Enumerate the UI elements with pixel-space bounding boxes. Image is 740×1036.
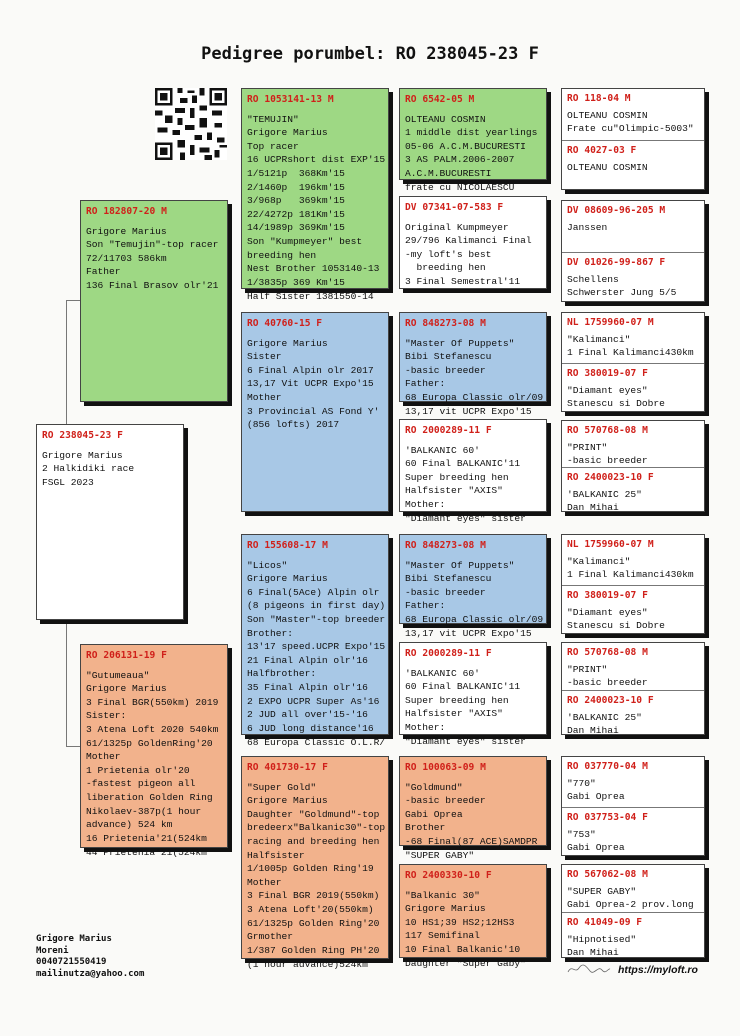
pigeon-sire: [562, 89, 704, 140]
pedigree-line: Schellens: [567, 273, 619, 285]
pigeon-card-mmf: [399, 756, 547, 861]
pigeon-card-mff: [399, 534, 547, 639]
pedigree-line: OLTEANU COSMIN: [405, 113, 486, 125]
ring-number: RO 118-04 M: [567, 93, 631, 104]
pedigree-line: Halfsister "AXIS": [405, 708, 503, 720]
pedigree-line: 05-06 A.C.M.BUCURESTI: [405, 140, 526, 152]
pigeon-card-mf: [241, 534, 389, 748]
pedigree-line: 14/1989p 369Km'15: [247, 222, 345, 234]
pedigree-line: 13,17 vit UCPR Expo'15: [405, 627, 532, 639]
ring-number: RO 570768-08 M: [567, 647, 648, 658]
pedigree-line: Mother: [247, 392, 282, 404]
pedigree-line: 29/796 Kalimanci Final: [405, 235, 532, 247]
pedigree-line: 1 Prietenia olr'20: [86, 764, 190, 776]
pedigree-line: 61/1325p Golden Ring'20: [247, 917, 380, 929]
pedigree-line: "PRINT": [567, 441, 608, 453]
pedigree-line: Sister:: [86, 710, 127, 722]
pedigree-line: -basic breeder: [405, 586, 486, 598]
pedigree-line: 117 Semifinal: [405, 930, 480, 942]
pedigree-line: "Master Of Puppets": [405, 337, 515, 349]
pedigree-line: Mother:: [405, 722, 446, 734]
pedigree-line: 2/1460p 196km'15: [247, 181, 345, 193]
pigeon-card-ffm: [399, 196, 547, 289]
pedigree-line: advance) 524 km: [86, 819, 173, 831]
pedigree-line: 1/5121p 368Km'15: [247, 168, 345, 180]
pedigree-line: Grigore Marius: [247, 127, 328, 139]
signature-icon: [566, 962, 612, 976]
ring-number: NL 1759960-07 M: [567, 539, 654, 550]
page-title: Pedigree porumbel: RO 238045-23 F: [201, 44, 539, 64]
pedigree-line: 6 JUD long distance'16: [247, 722, 374, 734]
pedigree-line: Original Kumpmeyer: [405, 221, 509, 233]
pedigree-line: 3 AS PALM.2006-2007: [405, 154, 515, 166]
pedigree-line: "SUPER GABY": [405, 849, 475, 861]
pigeon-pair-p3: [561, 312, 705, 412]
pigeon-dam: [562, 912, 704, 959]
pedigree-line: 3 Final Semestral'11: [405, 276, 521, 288]
pigeon-sire: [562, 535, 704, 585]
pedigree-line: Father: [86, 266, 121, 278]
pedigree-line: "Goldmund": [405, 781, 463, 793]
pedigree-line: 61/1325p GoldenRing'20: [86, 737, 213, 749]
pedigree-line: 22/4272p 181Km'15: [247, 208, 345, 220]
pedigree-line: frate cu NICOLAESCU: [405, 181, 515, 193]
pedigree-line: OLTEANU COSMIN: [567, 109, 648, 121]
pigeon-card-fff: [399, 88, 547, 193]
pedigree-line: 3 Final BGR(550km) 2019: [86, 696, 219, 708]
pigeon-card-fm: [241, 312, 389, 512]
pedigree-line: OLTEANU COSMIN: [567, 161, 648, 173]
pedigree-line: Halfbrother:: [247, 668, 317, 680]
pedigree-line: 3 Provincial AS Fond Y': [247, 405, 380, 417]
pigeon-dam: [562, 585, 704, 635]
pedigree-line: Schwerster Jung 5/5: [567, 287, 677, 299]
pedigree-line: Grigore Marius: [86, 225, 167, 237]
pedigree-line: 68 Europa Classic olr/09: [405, 392, 544, 404]
pedigree-line: 44 Prietenia'21(524km: [86, 846, 207, 858]
ring-number: RO 570768-08 M: [567, 425, 648, 436]
ring-number: RO 2400330-10 F: [405, 870, 492, 881]
pedigree-line: FSGL 2023: [42, 476, 94, 488]
pedigree-line: bredeerx"Balkanic30"-top: [247, 822, 386, 834]
pedigree-line: 2 JUD all over'15-'16: [247, 709, 368, 721]
pedigree-line: -fastest pigeon all: [86, 778, 196, 790]
pedigree-line: Daughter "Goldmund"-top: [247, 808, 380, 820]
pedigree-line: racing and breeding hen: [247, 836, 380, 848]
pedigree-line: (856 lofts) 2017: [247, 419, 340, 431]
pigeon-card-fmm: [399, 419, 547, 524]
ring-number: DV 08609-96-205 M: [567, 205, 666, 216]
pedigree-line: breeding hen: [247, 249, 317, 261]
pedigree-line: Nest Brother 1053140-13: [247, 263, 380, 275]
pedigree-line: Super breeding hen: [405, 694, 509, 706]
pigeon-dam: [562, 690, 704, 736]
pedigree-line: Sister: [247, 351, 282, 363]
pedigree-line: Brother:: [247, 627, 294, 639]
pedigree-line: -basic breeder: [405, 795, 486, 807]
ring-number: RO 380019-07 F: [567, 368, 648, 379]
pedigree-line: Stanescu si Dobre: [567, 398, 665, 410]
pedigree-line: Frate cu"Olimpic-5003": [567, 123, 694, 135]
pedigree-line: (1 hour advance)524km: [247, 958, 368, 970]
ring-number: RO 2400023-10 F: [567, 695, 654, 706]
pigeon-pair-p7: [561, 756, 705, 856]
pigeon-card-fmf: [399, 312, 547, 417]
pedigree-line: 60 Final BALKANIC'11: [405, 458, 521, 470]
ring-number: NL 1759960-07 M: [567, 317, 654, 328]
ring-number: RO 41049-09 F: [567, 917, 643, 928]
pedigree-line: Grmother: [247, 931, 294, 943]
pigeon-pair-p1: [561, 88, 705, 190]
pedigree-line: Father:: [405, 600, 446, 612]
pigeon-sire: [562, 313, 704, 363]
pedigree-line: 3/968p 369km'15: [247, 195, 345, 207]
pedigree-line: 'BALKANIC 60': [405, 667, 480, 679]
pedigree-line: "Master Of Puppets": [405, 559, 515, 571]
pedigree-line: Super breeding hen: [405, 471, 509, 483]
pedigree-line: 68 Europa Classic O.L.R/: [247, 736, 386, 748]
pedigree-line: Halfsister "AXIS": [405, 485, 503, 497]
pigeon-dam: [562, 467, 704, 513]
pigeon-card-mmm: [399, 864, 547, 969]
pedigree-line: 6 Final(5Ace) Alpin olr: [247, 586, 380, 598]
ring-number: RO 848273-08 M: [405, 318, 486, 329]
pigeon-sire: [562, 421, 704, 467]
pigeon-card-subject: [36, 424, 184, 620]
pedigree-line: Janssen: [567, 221, 608, 233]
pedigree-line: 2 EXPO UCPR Super As'16: [247, 695, 380, 707]
pigeon-pair-p2: [561, 200, 705, 302]
pedigree-line: Grigore Marius: [405, 903, 486, 915]
pedigree-line: Mother:: [405, 499, 446, 511]
pedigree-line: Brother: [405, 822, 446, 834]
pedigree-line: 13,17 Vit UCPR Expo'15: [247, 378, 374, 390]
ring-number: RO 567062-08 M: [567, 869, 648, 880]
ring-number: RO 2400023-10 F: [567, 472, 654, 483]
pigeon-pair-p5: [561, 534, 705, 634]
pedigree-line: "770": [567, 777, 596, 789]
pigeon-sire: [562, 201, 704, 252]
pedigree-line: 6 Final Alpin olr 2017: [247, 364, 374, 376]
ring-number: RO 380019-07 F: [567, 590, 648, 601]
pedigree-line: Grigore Marius: [86, 683, 167, 695]
pedigree-line: Top racer: [247, 140, 299, 152]
pedigree-line: 1/387 Golden Ring PH'20: [247, 944, 380, 956]
pedigree-line: "Kalimanci": [567, 555, 631, 567]
pedigree-line: Gabi Oprea: [567, 791, 625, 803]
pedigree-line: "753": [567, 828, 596, 840]
ring-number: RO 100063-09 M: [405, 762, 486, 773]
pedigree-line: 2 Halkidiki race: [42, 463, 135, 475]
connector-line: [66, 746, 80, 747]
pedigree-line: "Kalimanci": [567, 333, 631, 345]
pedigree-line: 1/1005p Golden Ring'19: [247, 863, 374, 875]
ring-number: RO 401730-17 F: [247, 762, 328, 773]
pedigree-line: (8 pigeons in first day): [247, 600, 386, 612]
pigeon-card-mother: [80, 644, 228, 858]
pedigree-line: Gabi Oprea-2 prov.long: [567, 899, 694, 911]
pedigree-line: Dan Mihai: [567, 947, 619, 959]
ring-number: DV 07341-07-583 F: [405, 202, 504, 213]
pigeon-card-mfm: [399, 642, 547, 747]
pigeon-dam: [562, 363, 704, 413]
pigeon-dam: [562, 807, 704, 857]
pedigree-line: 21 Final Alpin olr'16: [247, 654, 368, 666]
pedigree-line: -my loft's best: [405, 248, 492, 260]
ring-number: RO 2000289-11 F: [405, 648, 492, 659]
pigeon-sire: [562, 757, 704, 807]
pigeon-pair-p8: [561, 864, 705, 958]
pedigree-line: -basic breeder: [405, 364, 486, 376]
pedigree-line: Stanescu si Dobre: [567, 620, 665, 632]
owner-name: Grigore Marius: [36, 934, 112, 944]
ring-number: RO 155608-17 M: [247, 540, 328, 551]
pigeon-dam: [562, 252, 704, 303]
pedigree-line: Grigore Marius: [247, 337, 328, 349]
pigeon-card-mm: [241, 756, 389, 970]
ring-number: RO 238045-23 F: [42, 430, 123, 441]
owner-email: mailinutza@yahoo.com: [36, 969, 145, 980]
ring-number: RO 037753-04 F: [567, 812, 648, 823]
website-link[interactable]: https://myloft.ro: [618, 964, 698, 976]
pedigree-line: 'BALKANIC 60': [405, 444, 480, 456]
pigeon-pair-p4: [561, 420, 705, 512]
pedigree-line: 35 Final Alpin olr'16: [247, 682, 368, 694]
pedigree-line: Gabi Oprea: [405, 808, 463, 820]
pedigree-line: Mother: [86, 751, 121, 763]
pedigree-line: 1/3835p 369 Km'15: [247, 276, 345, 288]
pedigree-line: Bibi Stefanescu: [405, 351, 492, 363]
pigeon-card-father: [80, 200, 228, 402]
pedigree-line: Gabi Oprea: [567, 842, 625, 854]
pedigree-line: Nikolaev-387p(1 hour: [86, 805, 202, 817]
pedigree-line: 3 Atena Loft 2020 540km: [86, 724, 219, 736]
ring-number: RO 4027-03 F: [567, 145, 637, 156]
qr-code-icon: [155, 88, 227, 160]
pedigree-line: 'BALKANIC 25": [567, 711, 642, 723]
ring-number: RO 40760-15 F: [247, 318, 323, 329]
pedigree-line: Son "Temujin"-top racer: [86, 239, 219, 251]
pedigree-line: Grigore Marius: [247, 795, 328, 807]
pedigree-line: 1 middle dist yearlings: [405, 127, 538, 139]
pedigree-line: 3 Atena Loft'20(550km): [247, 904, 374, 916]
pedigree-line: -basic breeder: [567, 677, 648, 689]
connector-line: [66, 300, 67, 424]
pedigree-line: "Diamant eyes" sister: [405, 512, 526, 524]
pedigree-line: "Diamant eyes": [567, 384, 648, 396]
ring-number: DV 01026-99-867 F: [567, 257, 666, 268]
pedigree-line: 1 Final Kalimanci430km: [567, 569, 694, 581]
pedigree-line: Mother: [247, 876, 282, 888]
pigeon-dam: [562, 140, 704, 191]
connector-line: [66, 620, 67, 746]
pigeon-sire: [562, 865, 704, 912]
owner-contact: [36, 934, 144, 981]
pedigree-line: -basic breeder: [567, 455, 648, 467]
connector-line: [66, 300, 80, 301]
ring-number: RO 848273-08 M: [405, 540, 486, 551]
pedigree-line: 3 Final BGR 2019(550km): [247, 890, 380, 902]
pedigree-line: Father:: [405, 378, 446, 390]
pedigree-line: 1 Final Kalimanci430km: [567, 347, 694, 359]
pedigree-line: Dan Mihai: [567, 502, 619, 514]
owner-phone: 0040721550419: [36, 957, 107, 968]
pedigree-line: 72/11703 586km: [86, 252, 167, 264]
pedigree-line: "Super Gold": [247, 781, 317, 793]
pedigree-line: 60 Final BALKANIC'11: [405, 681, 521, 693]
pedigree-line: 10 Final Balkanic'10: [405, 944, 521, 956]
pedigree-line: 68 Europa Classic olr/09: [405, 614, 544, 626]
pedigree-line: 10 HS1;39 HS2;12HS3: [405, 916, 515, 928]
ring-number: RO 182807-20 M: [86, 206, 167, 217]
pedigree-line: breeding hen: [405, 262, 486, 274]
pigeon-card-ff: [241, 88, 389, 302]
ring-number: RO 206131-19 F: [86, 650, 167, 661]
ring-number: RO 2000289-11 F: [405, 425, 492, 436]
pedigree-line: -68 Final(87 ACE)SAMDPR: [405, 836, 538, 848]
pedigree-line: 'BALKANIC 25": [567, 488, 642, 500]
pedigree-line: Dan Mihai: [567, 725, 619, 737]
pedigree-line: Halfsister: [247, 849, 305, 861]
pedigree-line: Grigore Marius: [42, 449, 123, 461]
pedigree-line: 16 Prietenia'21(524km: [86, 832, 207, 844]
pedigree-line: liberation Golden Ring: [86, 792, 213, 804]
pigeon-pair-p6: [561, 642, 705, 735]
pedigree-line: 13'17 speed.UCPR Expo'15: [247, 641, 386, 653]
pedigree-line: A.C.M.BUCURESTI: [405, 168, 492, 180]
pedigree-line: Son "Master"-top breeder: [247, 614, 386, 626]
pedigree-line: "Diamant eyes" sister: [405, 735, 526, 747]
pedigree-line: "SUPER GABY": [567, 885, 637, 897]
pedigree-line: "Hipnotised": [567, 933, 637, 945]
pedigree-line: "Diamant eyes": [567, 606, 648, 618]
pedigree-line: "TEMUJIN": [247, 113, 299, 125]
pedigree-line: Bibi Stefanescu: [405, 573, 492, 585]
pedigree-line: "Gutumeaua": [86, 669, 150, 681]
ring-number: RO 6542-05 M: [405, 94, 475, 105]
pedigree-line: Grigore Marius: [247, 573, 328, 585]
owner-city: Moreni: [36, 945, 69, 956]
pedigree-line: 16 UCPRshort dist EXP'15: [247, 154, 386, 166]
ring-number: RO 1053141-13 M: [247, 94, 334, 105]
pedigree-line: "PRINT": [567, 663, 608, 675]
ring-number: RO 037770-04 M: [567, 761, 648, 772]
pedigree-line: Half Sister 1381550-14: [247, 290, 374, 302]
pedigree-line: "Licos": [247, 559, 288, 571]
pedigree-line: 136 Final Brasov olr'21: [86, 280, 219, 292]
pedigree-line: "Balkanic 30": [405, 889, 480, 901]
pedigree-line: Daughter "Super Gaby": [405, 957, 526, 969]
pedigree-line: Son "Kumpmeyer" best: [247, 236, 363, 248]
pedigree-line: 13,17 vit UCPR Expo'15: [405, 405, 532, 417]
pigeon-sire: [562, 643, 704, 690]
